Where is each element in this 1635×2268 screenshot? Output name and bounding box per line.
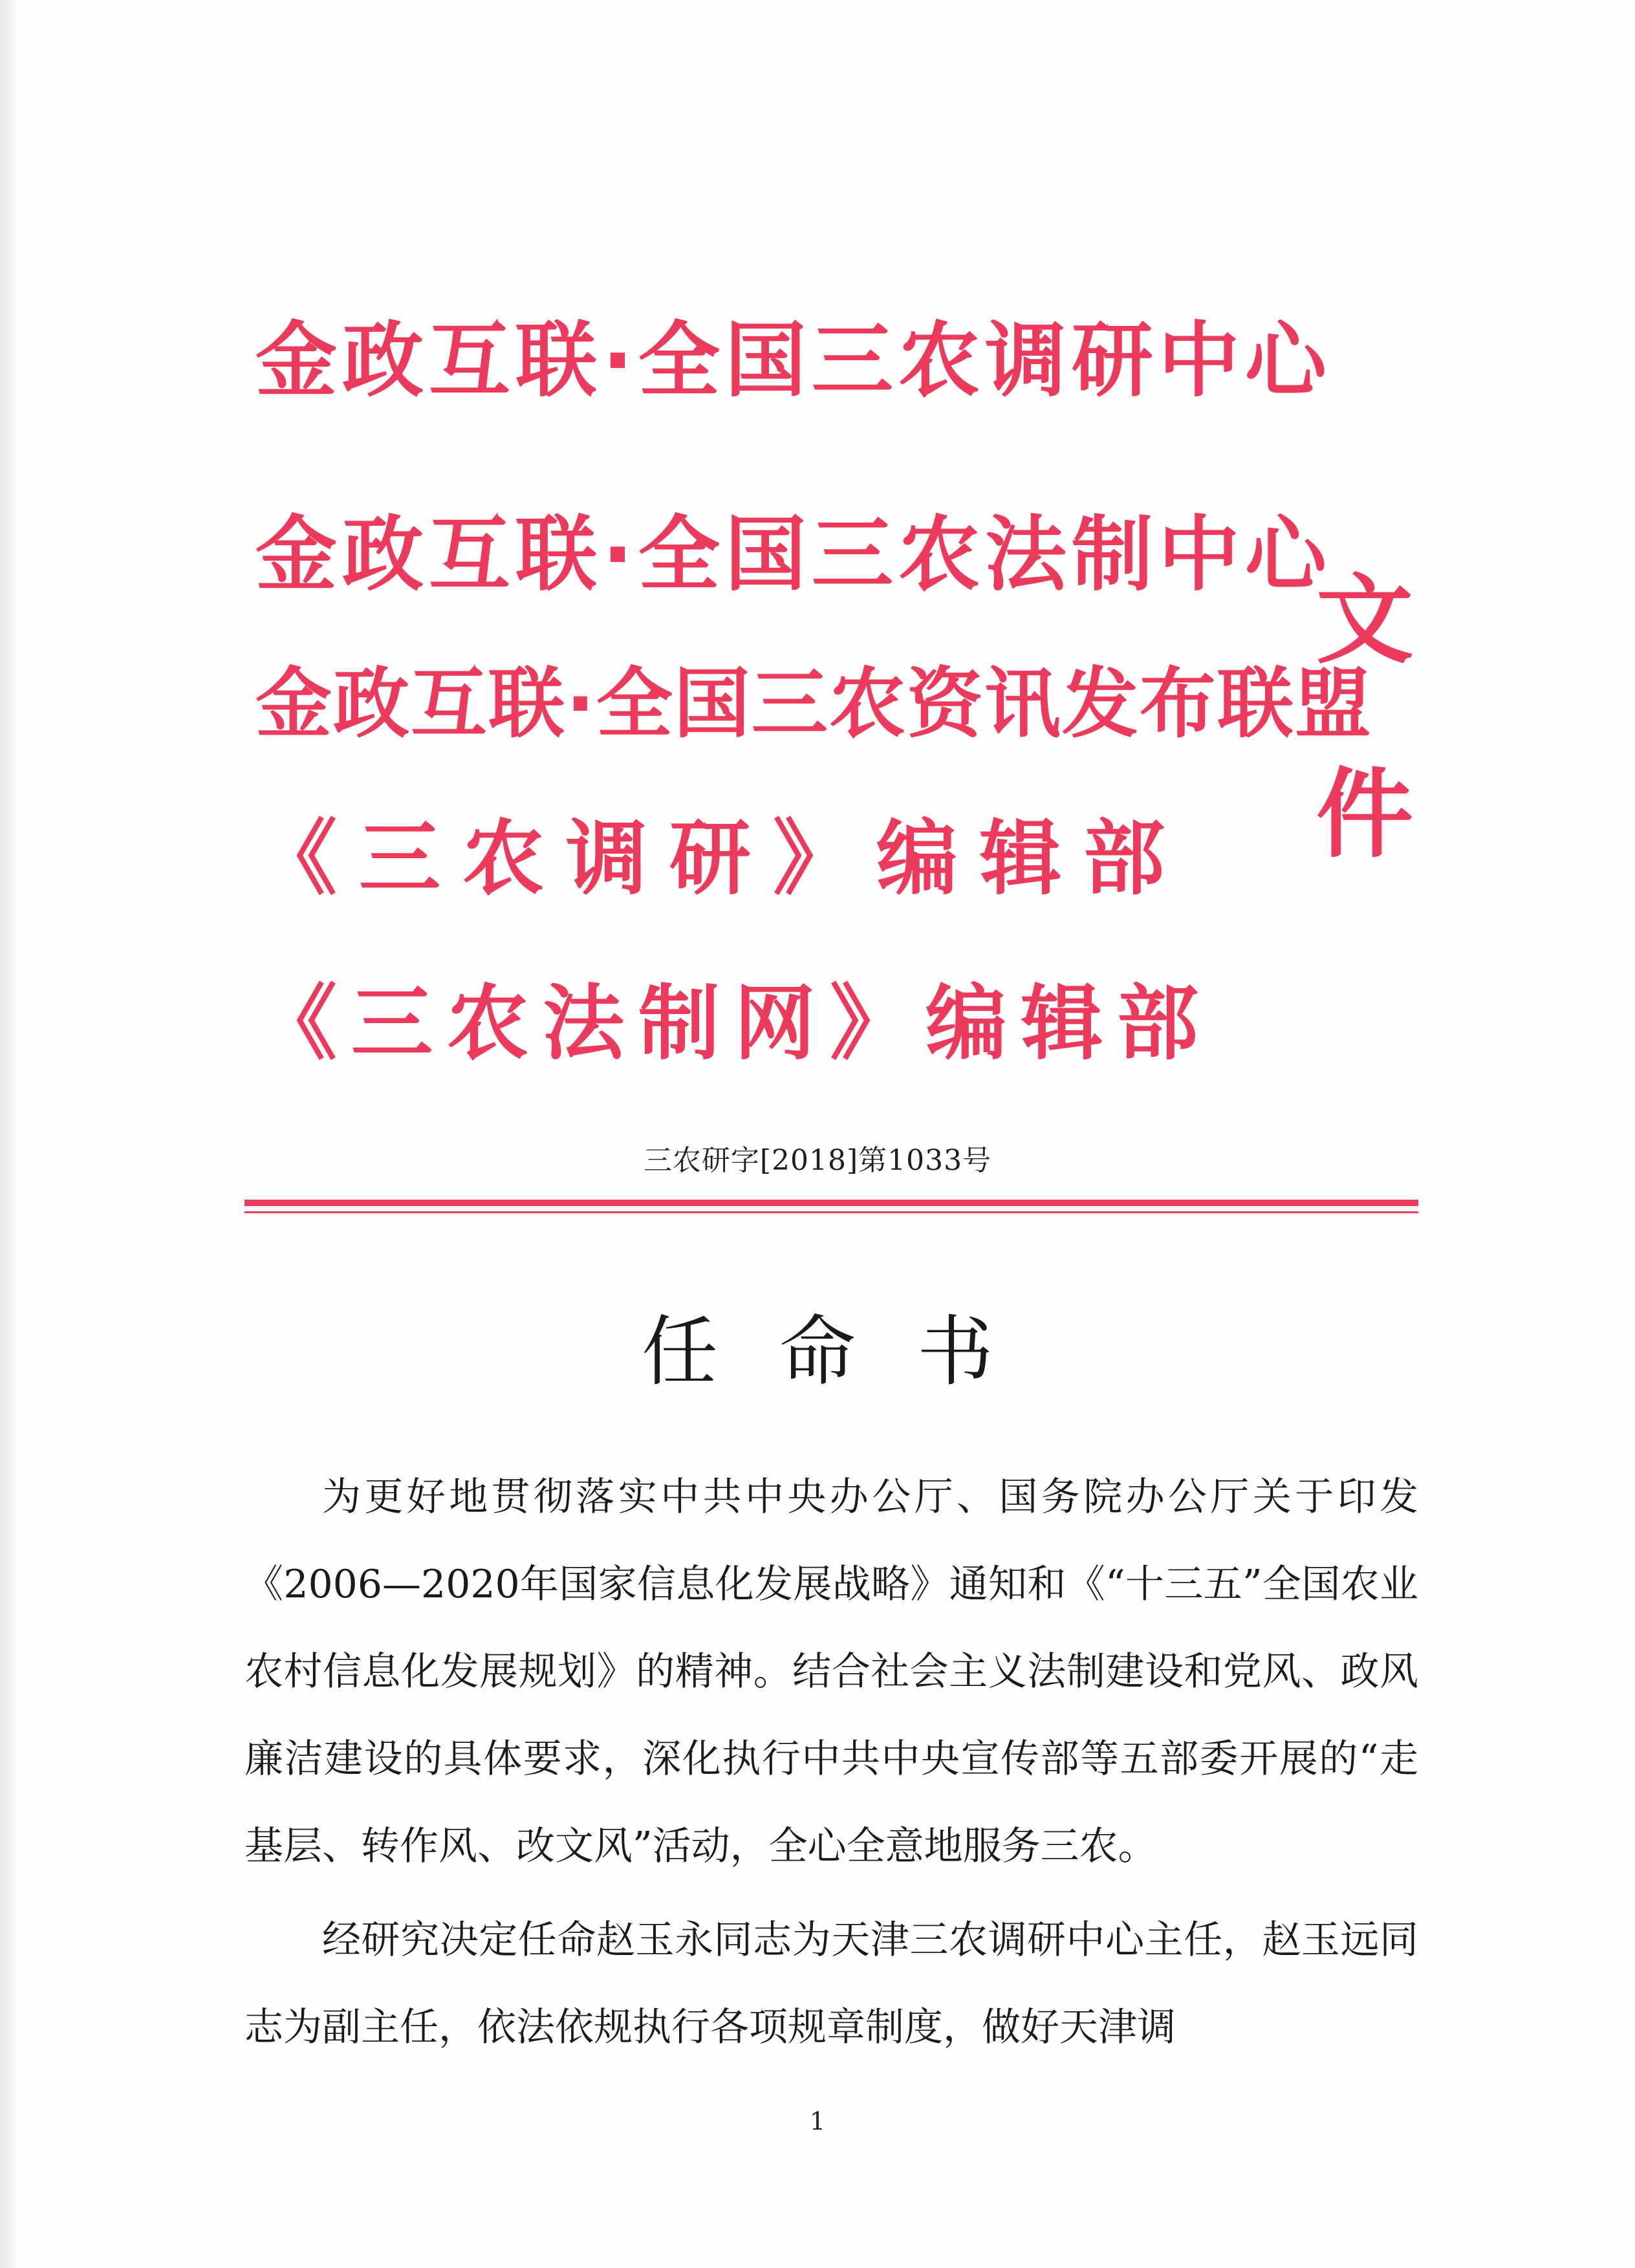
header-rule-thin bbox=[244, 1211, 1418, 1213]
document-title: 任命书 bbox=[641, 1307, 1055, 1396]
issuer-line-3: 金政互联·全国三农资讯发布联盟 bbox=[255, 659, 1372, 748]
header-rule-thick bbox=[244, 1200, 1418, 1206]
document-number: 三农研字[2018]第1033号 bbox=[643, 1144, 992, 1177]
body-paragraph-1: 为更好地贯彻落实中共中央办公厅、国务院办公厅关于印发《2006—2020年国家信息化发展战略》通知和《“十三五”全国农业农村信息化发展规划》的精神。结合社会主义法制建设和党风、政风廉洁建设的具体要求，深化执行中共中央宣传部等五部委开展的“走基层、转作风、改文风”活动，全心全意地服务三农。 bbox=[244, 1474, 1418, 1869]
document-body bbox=[244, 1454, 1418, 2071]
issuer-line-2: 金政互联·全国三农法制中心 bbox=[255, 507, 1332, 602]
issuer-line-5: 《三农法制网》编辑部 bbox=[255, 976, 1213, 1071]
page-number: 1 bbox=[809, 2107, 826, 2135]
issuer-line-1: 金政互联·全国三农调研中心 bbox=[255, 313, 1332, 408]
document-type-label: 文件 bbox=[1316, 565, 1414, 871]
issuer-line-4: 《三农调研》编辑部 bbox=[255, 811, 1187, 906]
body-paragraph-2: 经研究决定任命赵玉永同志为天津三农调研中心主任，赵玉远同志为副主任，依法依规执行各项规章制度，做好天津调 bbox=[244, 1917, 1418, 2050]
